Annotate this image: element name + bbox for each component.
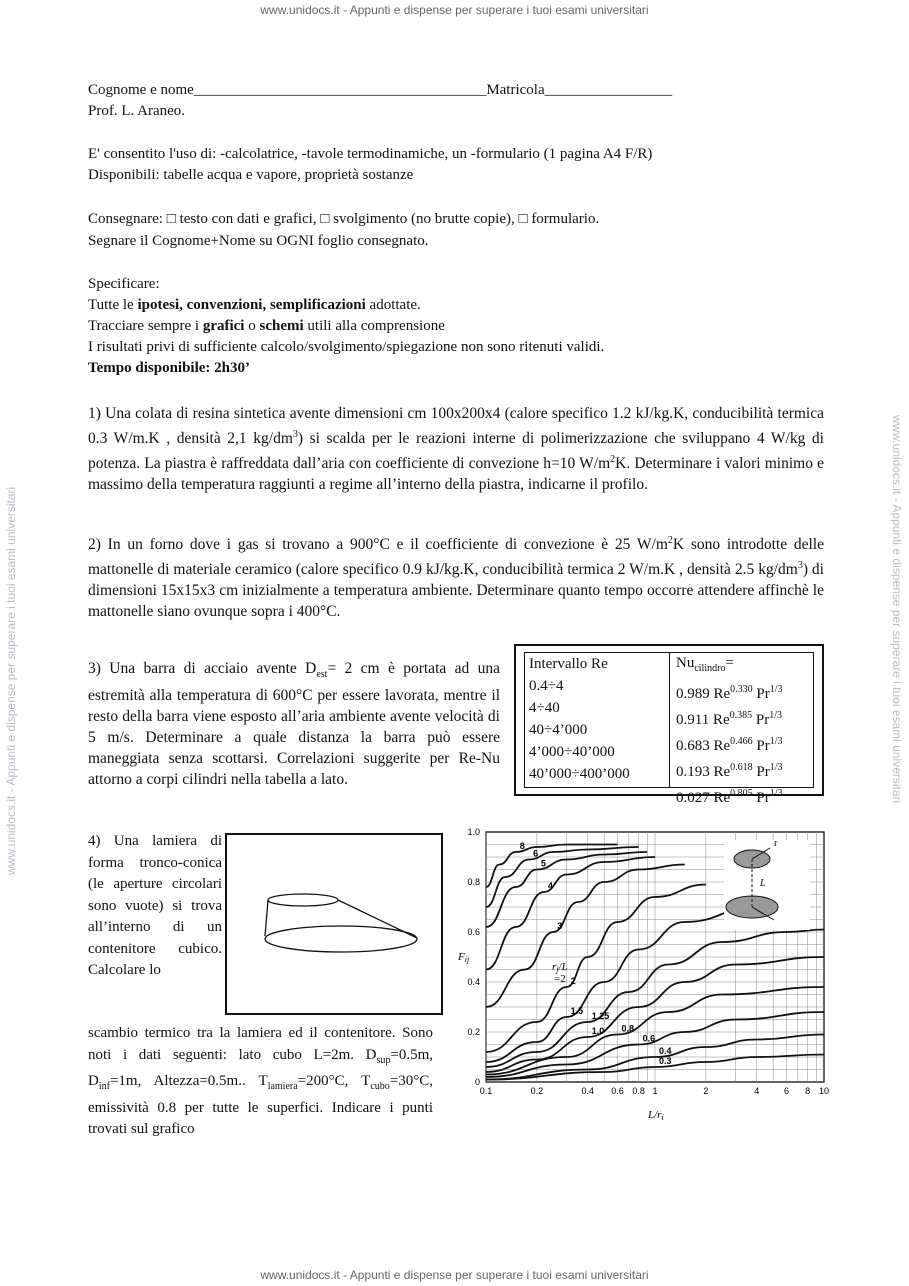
nu-eq: =	[725, 655, 734, 671]
re-range-4: 4’000÷40’000	[529, 744, 615, 760]
text: Tutte le	[88, 297, 138, 313]
annot-sub: j	[556, 965, 559, 974]
exp: 0.618	[730, 762, 753, 773]
coef: 0.683	[676, 738, 710, 754]
y-tick-label: 0.2	[467, 1027, 480, 1037]
y-tick-label: 1.0	[467, 827, 480, 837]
bold-ipotesi: ipotesi	[137, 297, 180, 313]
x-tick-label: 8	[805, 1086, 811, 1096]
pr: Pr	[755, 712, 770, 728]
q3-sub: est	[316, 669, 328, 681]
q2-sup1: 2	[667, 535, 673, 546]
x-tick-label: 0.1	[479, 1086, 493, 1096]
q2-text-a: 2) In un forno dove i gas si trovano a 900°C e il coefficiente di convezione è 25 W/m	[88, 536, 668, 554]
question-3	[88, 658, 500, 790]
y-tick-label: 0.4	[467, 977, 480, 987]
xlabel-main: L/r	[648, 1109, 662, 1121]
exp: 0.805	[730, 788, 753, 799]
bold-schemi: schemi	[259, 318, 304, 334]
curve-label-1.5: 1.5	[570, 1006, 584, 1016]
q4-sub-inf: inf	[98, 1081, 110, 1092]
re-range-1: 0.4÷4	[529, 678, 564, 694]
coef: 0.911	[676, 712, 710, 728]
pr: Pr	[756, 790, 770, 806]
bold-sep: ,	[179, 297, 187, 313]
watermark-top: www.unidocs.it - Appunti e dispense per superare i tuoi esami universitari	[260, 3, 649, 17]
annotation-value: =2	[554, 973, 566, 985]
question-4-part1: 4) Una lamiera di forma tronco-conica (le aperture circolari sono vuote) si trova all’interno di un contenitore cubico. Calcolare lo	[88, 833, 222, 978]
nu-formula-4	[676, 757, 813, 783]
q3-text-b: = 2 cm è portata ad una estremità alla temperatura di 600°C per essere lavorata, mentre il resto della barra viene esposto all’aria ambiente avente velocità di 5 m/s. Determinare a quale distanza la barra può essere maneggiata senza scottarsi. Correlazioni suggerite per Re-Nu attorno a corpi cilindri nella tabella a lato.	[88, 660, 500, 789]
time-available: Tempo disponibile: 2h30’	[88, 360, 250, 376]
q1-text-c: K. Determinare i valori minimo e massimo della temperatura raggiunti a regime all’interno della piastra, indicarne il profilo.	[88, 455, 824, 494]
curve-label-0.4: 0.4	[659, 1046, 672, 1056]
re-range-2: 4÷40	[529, 700, 560, 716]
text: Tracciare sempre i	[88, 318, 203, 334]
q4-sub-lamiera: lamiera	[267, 1081, 298, 1092]
bold-grafici: grafici	[202, 318, 245, 334]
chart-inset-diagram	[724, 838, 810, 930]
curve-label-4: 4	[547, 881, 553, 891]
specify-line-3: I risultati privi di sufficiente calcolo/svolgimento/spiegazione non sono ritenuti validi.	[88, 339, 605, 355]
pr-exp: 1/3	[769, 684, 783, 695]
re: Re	[713, 764, 731, 780]
pr-exp: 1/3	[769, 736, 783, 747]
q4-b: =0.5m, D	[88, 1046, 433, 1089]
x-tick-label: 1	[652, 1086, 658, 1096]
available-tables: Disponibili: tabelle acqua e vapore, proprietà sostanze	[88, 167, 414, 183]
question-2	[88, 530, 824, 622]
inset-label-rj: r	[774, 838, 778, 849]
q2-text-c: ) di dimensioni 15x15x3 cm inizialmente a temperatura ambiente. Determinare quanto tempo occorre attendere affinchè le mattonelle siano ovunque sopra i 400°C.	[88, 561, 824, 621]
curve-label-2: 2	[570, 976, 576, 986]
specify-title: Specificare:	[88, 276, 160, 292]
re-range-5: 40’000÷400’000	[529, 766, 630, 782]
nu-header	[676, 653, 813, 679]
coef: 0.193	[676, 764, 710, 780]
deliver-instructions: Consegnare: □ testo con dati e grafici, □ svolgimento (no brutte copie), □ formulario.	[88, 211, 600, 227]
bold-convenzioni: convenzioni	[186, 297, 263, 313]
re: Re	[713, 686, 731, 702]
x-tick-label: 2	[703, 1086, 709, 1096]
q4-c: =1m, Altezza=0.5m.. T	[109, 1073, 268, 1089]
x-tick-label: 0.6	[611, 1086, 624, 1096]
q4-a: scambio termico tra la lamiera ed il contenitore. Sono noti i dati seguenti: lato cubo L=2m. D	[88, 1025, 433, 1063]
nu-column	[670, 653, 813, 806]
x-tick-label: 4	[754, 1086, 760, 1096]
bold-sep: ,	[262, 297, 270, 313]
text: adottate.	[365, 297, 421, 313]
curve-label-6: 6	[533, 848, 539, 859]
q1-text-b: ) si scalda per le reazioni interne di polimerizzazione che sviluppano 4 W/kg di potenza. La piastra è raffreddata dall’aria con coefficiente di convezione h=10 W/m	[88, 430, 824, 473]
y-tick-label: 0.8	[467, 877, 480, 887]
pr: Pr	[756, 738, 770, 754]
exp: 0.330	[730, 684, 753, 695]
x-tick-label: 10	[818, 1086, 830, 1096]
nu-sub: cilindro	[694, 663, 726, 674]
text: o	[244, 318, 260, 334]
watermark-right: www.unidocs.it - Appunti e dispense per superare i tuoi esami universitari	[890, 415, 904, 804]
q4-sub-sup: sup	[376, 1054, 391, 1066]
chart-xlabel	[647, 1109, 664, 1122]
curve-label-5: 5	[540, 858, 546, 869]
curve-label-1.25: 1.25	[591, 1011, 610, 1021]
correlation-table	[514, 644, 824, 806]
pr-exp: 1/3	[769, 762, 783, 773]
q1-sup2: 2	[610, 454, 616, 466]
re: Re	[713, 790, 731, 806]
re-range-column	[525, 653, 670, 787]
y-tick-label: 0	[474, 1077, 480, 1087]
pr: Pr	[756, 764, 770, 780]
re-range-3: 40÷4’000	[529, 722, 588, 738]
curve-label-0.8: 0.8	[621, 1023, 635, 1034]
allowed-tools: E' consentito l'uso di: -calcolatrice, -tavole termodinamiche, un -formulario (1 pagina A4 F/R)	[88, 146, 653, 162]
question-4-part2	[88, 1023, 433, 1141]
curve-1.5	[486, 907, 757, 1062]
x-tick-label: 6	[783, 1086, 790, 1096]
exp: 0.385	[729, 710, 753, 721]
name-line: Cognome e nome_______________________________________Matricola_________________	[88, 82, 673, 98]
q4-sub-cubo: cubo	[370, 1081, 390, 1092]
nu-formula-3	[676, 731, 813, 757]
cone-bottom-ellipse	[265, 926, 417, 952]
nu-formula-5	[676, 783, 813, 809]
truncated-cone-drawing	[227, 835, 441, 1013]
inset-label-L: L	[760, 878, 766, 889]
annot-r: r	[552, 961, 557, 973]
view-factor-chart	[448, 822, 838, 1122]
text: utili alla comprensione	[303, 318, 445, 334]
annot-post: /L	[558, 961, 568, 973]
curve-label-1.0: 1.0	[591, 1026, 605, 1036]
q3-text-a: 3) Una barra di acciaio avente D	[88, 660, 317, 677]
re-range-header: Intervallo Re	[529, 656, 608, 672]
y-tick-label: 0.6	[467, 927, 480, 937]
nu-formula-1	[676, 679, 813, 705]
correlation-table-inner	[524, 652, 814, 806]
watermark-bottom: www.unidocs.it - Appunti e dispense per superare i tuoi esami universitari	[260, 1268, 649, 1282]
x-tick-label: 0.8	[632, 1086, 645, 1096]
re: Re	[712, 712, 730, 728]
cone-frame	[225, 833, 443, 1015]
re: Re	[713, 738, 731, 754]
bold-semplificazioni: semplificazioni	[269, 297, 366, 313]
pr-exp: 1/3	[769, 710, 782, 721]
ylabel-main: F	[458, 951, 465, 963]
q4-e: =30°C, emissività 0.8 per tutte le superfici. Indicare i punti trovati sul grafico	[88, 1073, 434, 1137]
cone-left-edge	[265, 900, 268, 936]
curve-label-0.3: 0.3	[659, 1056, 672, 1066]
pr: Pr	[756, 686, 770, 702]
xlabel-sub: i	[661, 1113, 664, 1122]
cone-top-ellipse	[268, 894, 338, 906]
q1-text-a: 1) Una colata di resina sintetica avente dimensioni cm 100x200x4 (calore specifico 1.2 kJ/kg.K, conducibilità termica 0.3 W/m.K , densità 2,1 kg/dm	[88, 405, 824, 448]
q2-text-b: K sono introdotte delle mattonelle di materiale ceramico (calore specifico 0.9 kJ/kg.K, conducibilità termica 2 W/m.K , densità 2.5 kg/dm	[88, 536, 824, 579]
curve-label-3: 3	[557, 921, 563, 931]
coef: 0.027	[676, 790, 710, 806]
exp: 0.466	[730, 736, 753, 747]
prof-name: Prof. L. Araneo.	[88, 103, 186, 119]
question-1	[88, 403, 824, 495]
curve-label-0.6: 0.6	[642, 1033, 656, 1044]
nu-formula-2	[676, 705, 813, 731]
watermark-left: www.unidocs.it - Appunti e dispense per superare i tuoi esami universitari	[4, 486, 18, 875]
specify-line-1	[88, 295, 421, 316]
coef: 0.989	[676, 686, 710, 702]
specify-line-2	[88, 316, 445, 337]
ylabel-sub: ij	[464, 955, 470, 964]
x-tick-label: 0.4	[581, 1086, 595, 1096]
curve-label-8: 8	[519, 841, 525, 851]
nu-label: Nu	[676, 655, 695, 671]
q2-sup2: 3	[797, 560, 803, 572]
q4-d: =200°C, T	[297, 1073, 371, 1089]
chart-annotation	[552, 961, 568, 985]
pr-exp: 1/3	[769, 788, 783, 799]
sign-instructions: Segnare il Cognome+Nome su OGNI foglio consegnato.	[88, 233, 429, 249]
q1-sup1: 3	[292, 429, 298, 440]
x-tick-label: 0.2	[530, 1086, 544, 1096]
chart-ylabel	[457, 951, 470, 964]
